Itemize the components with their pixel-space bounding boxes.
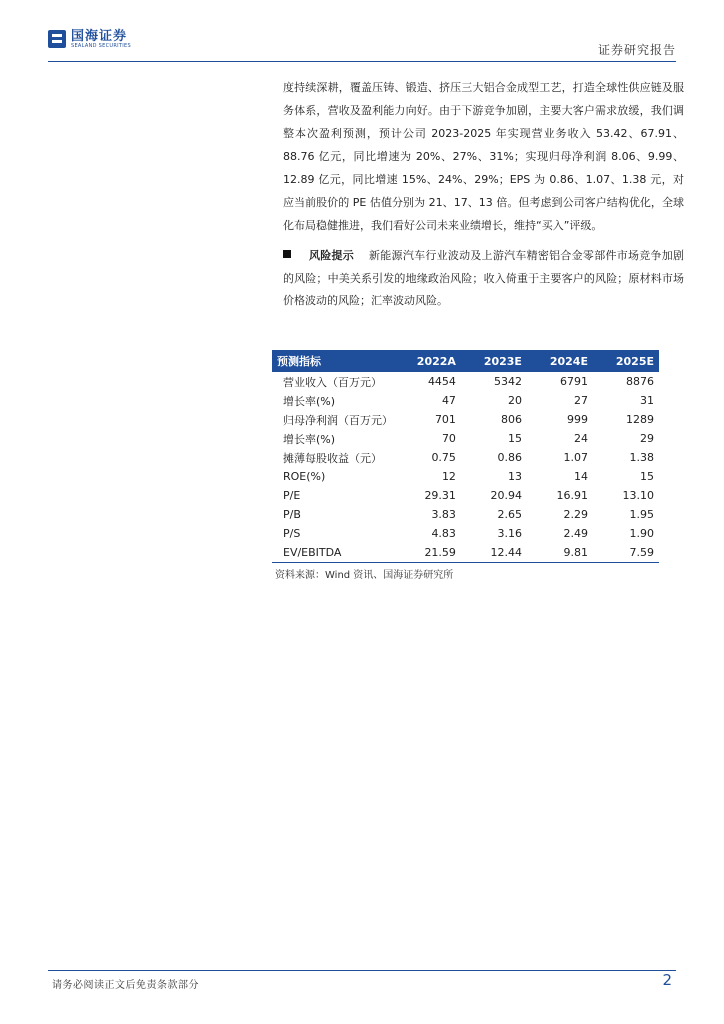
table-cell: 1.95	[629, 508, 654, 521]
table-cell: 12.44	[461, 543, 527, 563]
table-cell: 7.59	[593, 543, 659, 563]
investment-summary-paragraph: 度持续深耕，覆盖压铸、锻造、挤压三大铝合金成型工艺，打造全球性供应链及服务体系，营收及盈利能力向好。由于下游竞争加剧，主要大客户需求放缓，我们调整本次盈利预测，预计公司 2023-2025 年实现营业务收入 53.42、67.91、88.76 亿元，同比增速为 20%、27%、31%；实现归母净利润 8.06、9.99、12.89 亿元，同比增速 15%、24%、29%；EPS 为 0.86、1.07、1.38 元，对应当前股价的 PE 估值分别为 21、17、13 倍。但考虑到公司客户结构优化，全球化布局稳健推进，我们看好公司未来业绩增长，维持“买入”评级。	[283, 81, 684, 232]
logo-text: 国海证券	[71, 29, 128, 44]
table-cell: 2.65	[497, 508, 522, 521]
table-cell: 13.10	[622, 489, 654, 502]
table-cell: 0.75	[431, 451, 456, 464]
table-cell: 70	[441, 432, 456, 445]
table-cell: 15	[507, 432, 522, 445]
table-cell: 4454	[427, 375, 456, 388]
document-type-label: 证券研究报告	[597, 43, 676, 57]
table-cell: 3.83	[431, 508, 456, 521]
table-cell: 20	[507, 394, 522, 407]
table-row	[272, 486, 659, 505]
table-cell: 1.07	[563, 451, 588, 464]
footer-divider	[48, 970, 676, 971]
page-header	[48, 28, 676, 64]
company-logo	[48, 30, 131, 50]
risk-warning-text: 新能源汽车行业波动及上游汽车精密铝合金零部件市场竞争加剧的风险；中美关系引发的地缘政治风险；收入倚重于主要客户的风险；原材料市场价格波动的风险；汇率波动风险。	[283, 249, 684, 307]
table-row	[272, 448, 659, 467]
table-row	[272, 505, 659, 524]
table-cell: 29	[640, 432, 654, 445]
footer-disclaimer: 请务必阅读正文后免责条款部分	[52, 980, 199, 991]
header-divider	[48, 61, 676, 62]
table-cell: 21.59	[395, 543, 461, 563]
table-cell: 9.81	[527, 543, 593, 563]
table-cell: 1.38	[629, 451, 654, 464]
table-cell: 14	[573, 470, 588, 483]
table-row	[272, 372, 659, 391]
table-cell: 806	[500, 413, 522, 426]
table-row	[272, 543, 659, 563]
table-source-note: 资料来源：Wind 资讯、国海证券研究所	[275, 570, 454, 581]
table-cell: 999	[566, 413, 588, 426]
table-header-cell: 2023E	[461, 350, 527, 372]
table-cell: 4.83	[431, 527, 456, 540]
table-cell: 3.16	[497, 527, 522, 540]
table-cell: 27	[573, 394, 588, 407]
table-header-cell: 2022A	[395, 350, 461, 372]
page-number: 2	[662, 971, 672, 989]
forecast-table	[272, 350, 659, 563]
table-row-label: 归母净利润（百万元）	[283, 413, 393, 427]
table-cell: 29.31	[424, 489, 456, 502]
risk-warning-paragraph	[283, 245, 684, 313]
table-cell: 31	[640, 394, 654, 407]
table-row-label: P/B	[283, 508, 301, 521]
table-cell: 0.86	[497, 451, 522, 464]
table-header-cell: 2025E	[593, 350, 659, 372]
table-cell: 16.91	[556, 489, 588, 502]
table-cell: 2.29	[563, 508, 588, 521]
table-row-label: 增长率(%)	[283, 394, 336, 408]
table-cell: 1.90	[629, 527, 654, 540]
logo-icon	[48, 30, 66, 48]
table-cell: 12	[441, 470, 456, 483]
table-cell: 8876	[626, 375, 654, 388]
table-row-label: 摊薄每股收益（元）	[283, 451, 382, 465]
table-header-row	[272, 350, 659, 372]
table-cell: 24	[573, 432, 588, 445]
table-row-label: 营业收入（百万元）	[283, 375, 382, 389]
table-row	[272, 391, 659, 410]
table-row-label: ROE(%)	[283, 470, 326, 483]
logo-subtext: SEALAND SECURITIES	[71, 43, 131, 49]
risk-warning-title: 风险提示	[309, 249, 355, 262]
table-row	[272, 410, 659, 429]
table-row-label: EV/EBITDA	[272, 543, 395, 563]
table-row	[272, 467, 659, 486]
table-row	[272, 524, 659, 543]
table-cell: 1289	[626, 413, 654, 426]
table-row	[272, 429, 659, 448]
table-header-cell: 预测指标	[272, 350, 395, 372]
table-cell: 6791	[559, 375, 588, 388]
table-header-cell: 2024E	[527, 350, 593, 372]
table-cell: 13	[507, 470, 522, 483]
table-cell: 15	[640, 470, 654, 483]
table-cell: 47	[441, 394, 456, 407]
table-row-label: P/E	[283, 489, 301, 502]
table-cell: 2.49	[563, 527, 588, 540]
table-row-label: 增长率(%)	[283, 432, 336, 446]
table-cell: 701	[434, 413, 456, 426]
table-cell: 20.94	[490, 489, 522, 502]
table-cell: 5342	[493, 375, 522, 388]
table-row-label: P/S	[283, 527, 301, 540]
